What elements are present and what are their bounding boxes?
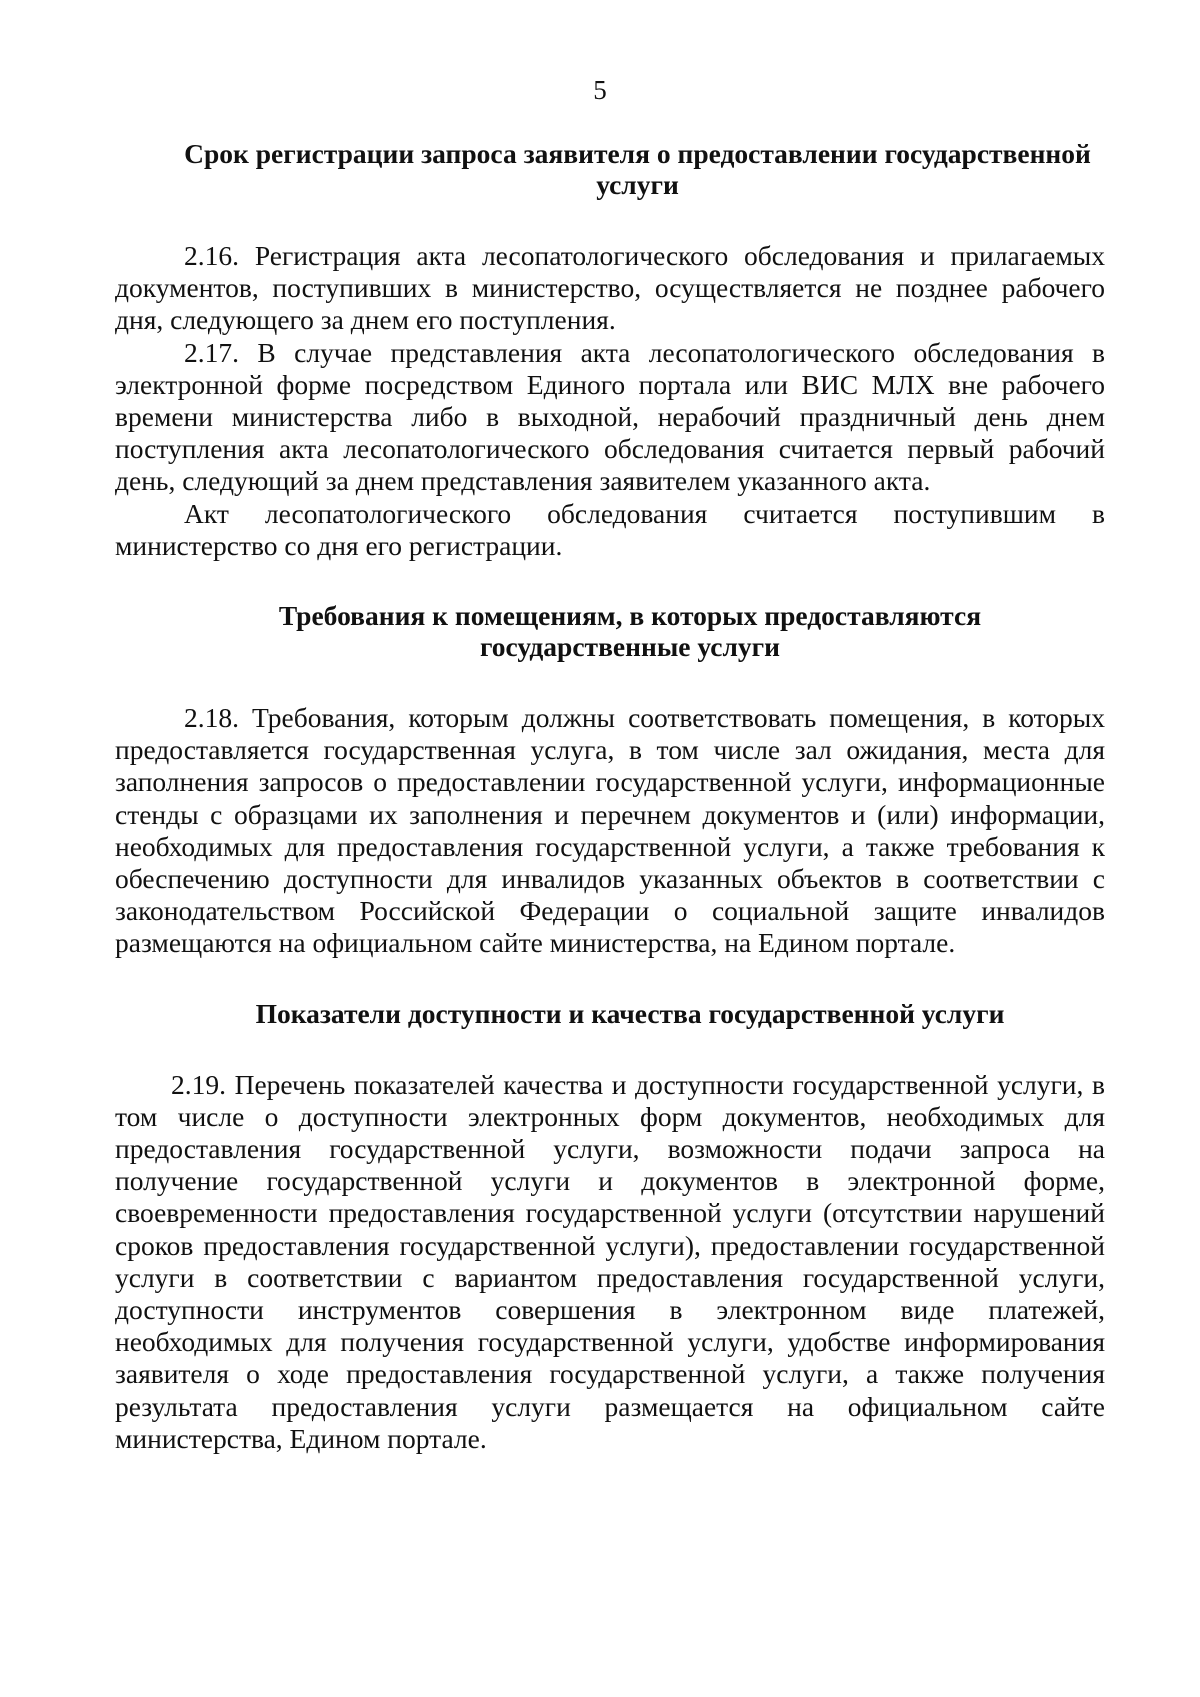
section-heading-quality-indicators — [115, 998, 1105, 1029]
paragraph-2-16: 2.16. Регистрация акта лесопатологического обследования и прилагаемых документов, поступивших в министерство, осуществляется не позднее рабочего дня, следующего за днем его поступления. — [115, 240, 1105, 336]
paragraph-2-18: 2.18. Требования, которым должны соответствовать помещения, в которых предоставляется государственная услуга, в том числе зал ожидания, места для заполнения запросов о предоставлении государственной услуги, информационные стенды с образцами их заполнения и перечнем документов и (или) информации, необходимых для предоставления государственной услуги, а также требования к обеспечению доступности для инвалидов указанных объектов в соответствии с законодательством Российской Федерации о социальной защите инвалидов размещаются на официальном сайте министерства, на Едином портале. — [115, 702, 1105, 959]
section-heading-registration-term — [115, 138, 1105, 200]
paragraph-act-registration: Акт лесопатологического обследования считается поступившим в министерство со дня его регистрации. — [115, 497, 1105, 561]
section-heading-premises-requirements — [115, 600, 1105, 662]
paragraph-2-19: 2.19. Перечень показателей качества и доступности государственной услуги, в том числе о доступности электронных форм документов, необходимых для предоставления государственной услуги, возможности подачи запроса на получение государственной услуги и документов в электронной форме, своевременности предоставления государственной услуги (отсутствии нарушений сроков предоставления государственной услуги), предоставлении государственной услуги в соответствии с вариантом предоставления государственной услуги, доступности инструментов совершения в электронном виде платежей, необходимых для получения государственной услуги, удобстве информирования заявителя о ходе предоставления государственной услуги, а также получения результата предоставления услуги размещается на официальном сайте министерства, Едином портале. — [115, 1068, 1105, 1454]
heading-line: услуги — [596, 169, 679, 200]
paragraph-2-17: 2.17. В случае представления акта лесопатологического обследования в электронной форме посредством Единого портала или ВИС МЛХ вне рабочего времени министерства либо в выходной, нерабочий праздничный день днем поступления акта лесопатологического обследования считается первый рабочий день, следующий за днем представления заявителем указанного акта. — [115, 336, 1105, 497]
heading-line: Показатели доступности и качества государственной услуги — [255, 997, 1005, 1029]
heading-line: Срок регистрации запроса заявителя о предоставлении государственной — [184, 138, 1091, 169]
heading-line: государственные услуги — [479, 631, 780, 663]
document-body — [115, 138, 1105, 1455]
heading-line: Требования к помещениям, в которых предоставляются — [278, 600, 982, 632]
page-number: 5 — [593, 75, 607, 105]
